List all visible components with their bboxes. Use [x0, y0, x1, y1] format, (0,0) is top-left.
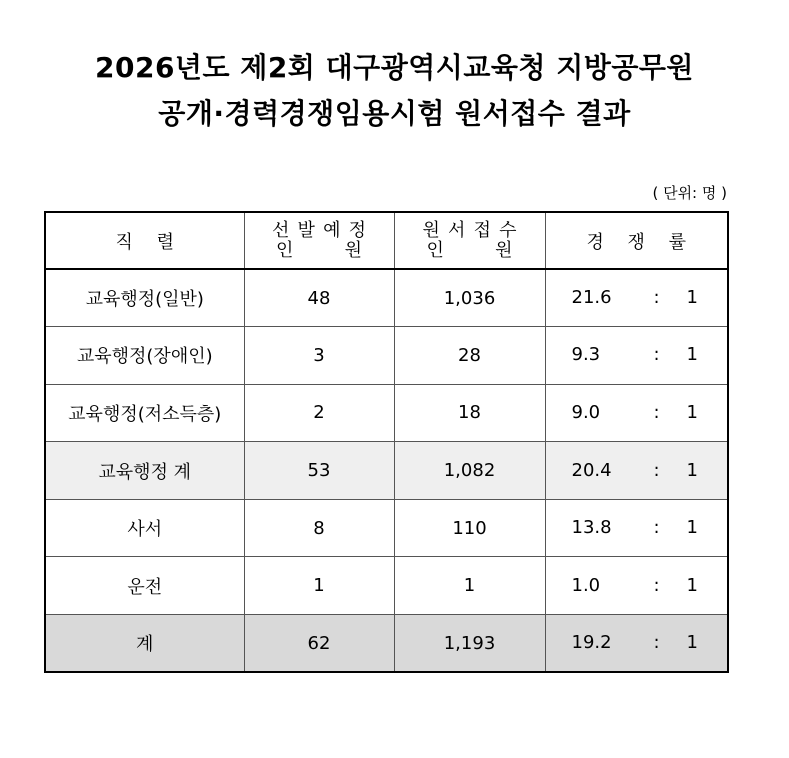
result-table: [44, 211, 729, 673]
ratio-one: 1: [686, 401, 698, 423]
ratio-colon: :: [653, 287, 660, 309]
ratio-one: 1: [686, 287, 698, 309]
cell-ratio: [545, 499, 728, 557]
header-applicants-char: 인: [426, 239, 444, 261]
header-applicants-char: 서: [448, 219, 466, 241]
header-category: [45, 212, 244, 269]
unit-note: ( 단위: 명 ): [652, 184, 727, 202]
cell-ratio: [545, 615, 728, 673]
table-row: [45, 557, 728, 615]
cell-ratio: [545, 557, 728, 615]
ratio-colon: :: [653, 344, 660, 366]
ratio-value: 13.8: [571, 517, 612, 539]
ratio-one: 1: [686, 632, 698, 654]
cell-category: 사서: [45, 499, 244, 557]
cell-category: 운전: [45, 557, 244, 615]
page-title-line1: 2026년도 제2회 대구광역시교육청 지방공무원: [95, 51, 694, 84]
ratio-value: 1.0: [571, 574, 601, 596]
table-row: [45, 327, 728, 385]
table-row: [45, 269, 728, 327]
header-selected-char: 인: [276, 239, 294, 261]
ratio-value: 9.0: [571, 401, 601, 423]
cell-applicants: 110: [394, 499, 545, 557]
cell-selected: 2: [244, 384, 394, 442]
header-applicants-char: 원: [422, 219, 440, 241]
ratio-colon: :: [653, 401, 660, 423]
cell-category: 교육행정 계: [45, 442, 244, 500]
header-ratio: [545, 212, 728, 269]
header-applicants-label: [423, 221, 517, 261]
subtotal-row: [45, 442, 728, 500]
header-applicants: [394, 212, 545, 269]
cell-selected: 3: [244, 327, 394, 385]
ratio-colon: :: [653, 632, 660, 654]
cell-applicants: 1,193: [394, 615, 545, 673]
ratio-one: 1: [686, 459, 698, 481]
header-selected-char: 예: [323, 219, 341, 241]
ratio-value: 21.6: [571, 287, 612, 309]
ratio-value: 20.4: [571, 459, 612, 481]
cell-selected: 62: [244, 615, 394, 673]
header-selected: [244, 212, 394, 269]
cell-applicants: 18: [394, 384, 545, 442]
header-selected-char: 발: [297, 219, 315, 241]
header-selected-label: [272, 221, 366, 261]
cell-applicants: 1: [394, 557, 545, 615]
cell-ratio: [545, 442, 728, 500]
cell-category: 교육행정(장애인): [45, 327, 244, 385]
header-row: [45, 212, 728, 269]
cell-ratio: [545, 269, 728, 327]
cell-selected: 53: [244, 442, 394, 500]
table-row: [45, 384, 728, 442]
ratio-colon: :: [653, 459, 660, 481]
table-row: [45, 499, 728, 557]
header-applicants-char: 접: [473, 219, 491, 241]
cell-selected: 48: [244, 269, 394, 327]
ratio-colon: :: [653, 574, 660, 596]
cell-applicants: 28: [394, 327, 545, 385]
ratio-colon: :: [653, 517, 660, 539]
ratio-one: 1: [686, 344, 698, 366]
total-row: [45, 615, 728, 673]
ratio-value: 19.2: [571, 632, 612, 654]
cell-category: 계: [45, 615, 244, 673]
cell-category: 교육행정(일반): [45, 269, 244, 327]
header-ratio-label: 경 쟁 률: [586, 231, 696, 253]
cell-ratio: [545, 327, 728, 385]
header-category-label: 직 렬: [115, 231, 183, 253]
ratio-one: 1: [686, 517, 698, 539]
cell-selected: 1: [244, 557, 394, 615]
header-selected-char: 선: [272, 219, 290, 241]
cell-category: 교육행정(저소득층): [45, 384, 244, 442]
header-selected-char: 원: [344, 239, 362, 261]
cell-applicants: 1,036: [394, 269, 545, 327]
header-applicants-char: 수: [499, 219, 517, 241]
header-applicants-char: 원: [495, 239, 513, 261]
ratio-value: 9.3: [571, 344, 601, 366]
header-selected-char: 정: [348, 219, 366, 241]
cell-applicants: 1,082: [394, 442, 545, 500]
ratio-one: 1: [686, 574, 698, 596]
page-title-line2: 공개·경력경쟁임용시험 원서접수 결과: [158, 97, 631, 130]
cell-ratio: [545, 384, 728, 442]
cell-selected: 8: [244, 499, 394, 557]
